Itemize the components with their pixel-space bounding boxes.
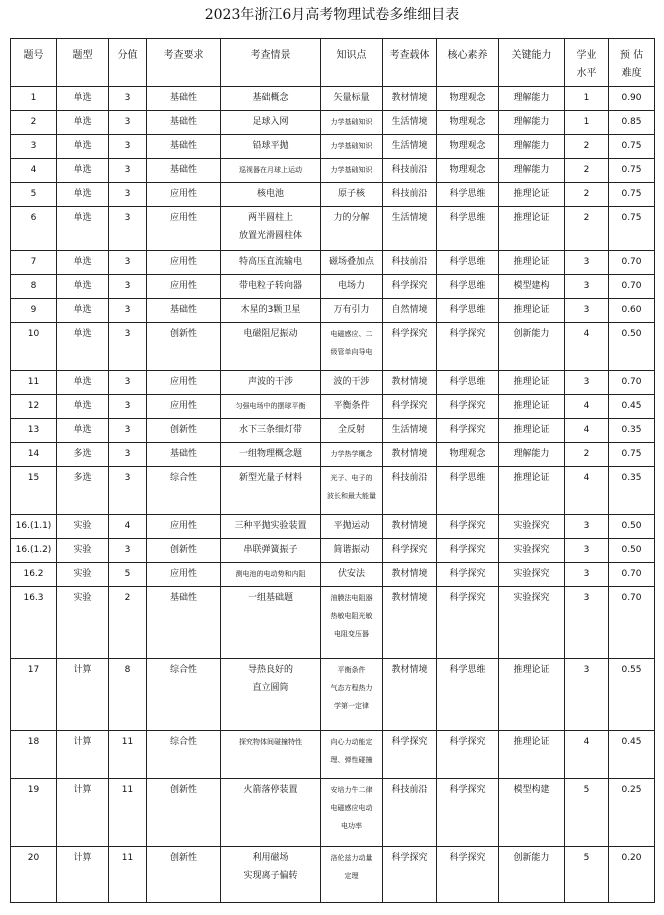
cell-key-ability: 理解能力 <box>499 159 565 183</box>
cell-estimated-difficulty: 0.85 <box>609 111 655 135</box>
cell-carrier: 科学探究 <box>383 731 437 779</box>
table-row <box>11 159 655 183</box>
table-row <box>11 135 655 159</box>
cell-scenario: 木星的3颗卫星 <box>221 299 321 323</box>
cell-academic-level: 4 <box>565 731 609 779</box>
cell-requirement: 综合性 <box>147 467 221 515</box>
cell-estimated-difficulty: 0.60 <box>609 299 655 323</box>
cell-academic-level: 4 <box>565 467 609 515</box>
cell-knowledge-point: 平衡条件 气态方程热力 学第一定律 <box>321 659 383 731</box>
cell-question-type: 单选 <box>57 251 109 275</box>
cell-carrier: 科学探究 <box>383 539 437 563</box>
cell-requirement: 创新性 <box>147 539 221 563</box>
cell-estimated-difficulty: 0.20 <box>609 847 655 903</box>
cell-estimated-difficulty: 0.70 <box>609 251 655 275</box>
cell-question-type: 计算 <box>57 847 109 903</box>
cell-estimated-difficulty: 0.45 <box>609 395 655 419</box>
table-row <box>11 371 655 395</box>
table-row <box>11 467 655 515</box>
cell-score: 3 <box>109 443 147 467</box>
cell-core-literacy: 物理观念 <box>437 159 499 183</box>
cell-estimated-difficulty: 0.35 <box>609 467 655 515</box>
cell-scenario: 三种平抛实验装置 <box>221 515 321 539</box>
cell-question-no: 12 <box>11 395 57 419</box>
cell-carrier: 生活情境 <box>383 419 437 443</box>
header-scenario: 考查情景 <box>221 39 321 87</box>
cell-academic-level: 2 <box>565 443 609 467</box>
cell-knowledge-point: 力的分解 <box>321 207 383 251</box>
cell-carrier: 科技前沿 <box>383 779 437 847</box>
cell-requirement: 基础性 <box>147 299 221 323</box>
cell-question-no: 10 <box>11 323 57 371</box>
cell-requirement: 创新性 <box>147 847 221 903</box>
cell-knowledge-point: 矢量标量 <box>321 87 383 111</box>
table-row <box>11 515 655 539</box>
cell-key-ability: 推理论证 <box>499 395 565 419</box>
table-row <box>11 659 655 731</box>
table-row <box>11 587 655 659</box>
cell-question-type: 多选 <box>57 467 109 515</box>
cell-question-type: 单选 <box>57 135 109 159</box>
cell-scenario: 基础概念 <box>221 87 321 111</box>
cell-key-ability: 推理论证 <box>499 659 565 731</box>
cell-core-literacy: 物理观念 <box>437 87 499 111</box>
cell-academic-level: 3 <box>565 587 609 659</box>
table-row <box>11 251 655 275</box>
table-row <box>11 207 655 251</box>
cell-score: 4 <box>109 515 147 539</box>
header-requirement: 考查要求 <box>147 39 221 87</box>
cell-question-no: 17 <box>11 659 57 731</box>
cell-requirement: 基础性 <box>147 135 221 159</box>
cell-question-type: 单选 <box>57 419 109 443</box>
cell-question-type: 实验 <box>57 587 109 659</box>
cell-scenario: 测电池的电动势和内阻 <box>221 563 321 587</box>
cell-estimated-difficulty: 0.75 <box>609 159 655 183</box>
cell-question-no: 8 <box>11 275 57 299</box>
cell-academic-level: 3 <box>565 539 609 563</box>
table-row <box>11 779 655 847</box>
cell-carrier: 科学探究 <box>383 323 437 371</box>
cell-score: 11 <box>109 779 147 847</box>
cell-core-literacy: 物理观念 <box>437 135 499 159</box>
cell-scenario: 电磁阻尼振动 <box>221 323 321 371</box>
cell-core-literacy: 科学思维 <box>437 659 499 731</box>
header-score: 分值 <box>109 39 147 87</box>
cell-knowledge-point: 原子核 <box>321 183 383 207</box>
cell-academic-level: 3 <box>565 515 609 539</box>
cell-key-ability: 推理论证 <box>499 251 565 275</box>
cell-carrier: 生活情境 <box>383 111 437 135</box>
cell-score: 3 <box>109 275 147 299</box>
cell-knowledge-point: 洛伦兹力动量 定理 <box>321 847 383 903</box>
cell-core-literacy: 科学思维 <box>437 183 499 207</box>
cell-knowledge-point: 平抛运动 <box>321 515 383 539</box>
cell-key-ability: 推理论证 <box>499 183 565 207</box>
cell-scenario: 导热良好的 直立圆筒 <box>221 659 321 731</box>
cell-carrier: 教材情境 <box>383 371 437 395</box>
cell-carrier: 教材情境 <box>383 659 437 731</box>
cell-estimated-difficulty: 0.50 <box>609 323 655 371</box>
cell-score: 3 <box>109 419 147 443</box>
cell-question-no: 18 <box>11 731 57 779</box>
cell-question-type: 单选 <box>57 183 109 207</box>
cell-knowledge-point: 向心力动能定 理、弹性碰撞 <box>321 731 383 779</box>
cell-scenario: 利用磁场 实现离子偏转 <box>221 847 321 903</box>
cell-estimated-difficulty: 0.75 <box>609 183 655 207</box>
cell-requirement: 基础性 <box>147 111 221 135</box>
cell-requirement: 应用性 <box>147 395 221 419</box>
cell-core-literacy: 科学探究 <box>437 563 499 587</box>
cell-question-no: 3 <box>11 135 57 159</box>
cell-requirement: 基础性 <box>147 443 221 467</box>
cell-key-ability: 推理论证 <box>499 467 565 515</box>
cell-knowledge-point: 光子、电子的 波长和最大能量 <box>321 467 383 515</box>
cell-question-type: 单选 <box>57 299 109 323</box>
cell-core-literacy: 物理观念 <box>437 443 499 467</box>
cell-score: 3 <box>109 159 147 183</box>
cell-question-type: 计算 <box>57 659 109 731</box>
cell-question-type: 单选 <box>57 87 109 111</box>
cell-key-ability: 理解能力 <box>499 111 565 135</box>
cell-knowledge-point: 安培力牛二律 电磁感应电动 电功率 <box>321 779 383 847</box>
cell-question-type: 单选 <box>57 111 109 135</box>
cell-carrier: 教材情境 <box>383 87 437 111</box>
cell-knowledge-point: 磁场叠加点 <box>321 251 383 275</box>
header-carrier: 考查载体 <box>383 39 437 87</box>
cell-scenario: 一组基础题 <box>221 587 321 659</box>
cell-key-ability: 理解能力 <box>499 443 565 467</box>
cell-carrier: 生活情境 <box>383 207 437 251</box>
cell-carrier: 科学探究 <box>383 847 437 903</box>
cell-question-type: 单选 <box>57 207 109 251</box>
cell-core-literacy: 科学探究 <box>437 419 499 443</box>
cell-question-type: 计算 <box>57 731 109 779</box>
cell-core-literacy: 科学探究 <box>437 587 499 659</box>
cell-knowledge-point: 电场力 <box>321 275 383 299</box>
cell-score: 11 <box>109 847 147 903</box>
cell-knowledge-point: 电磁感应、二 级管单向导电 <box>321 323 383 371</box>
cell-academic-level: 5 <box>565 779 609 847</box>
header-knowledge-point: 知识点 <box>321 39 383 87</box>
cell-question-no: 1 <box>11 87 57 111</box>
cell-key-ability: 推理论证 <box>499 419 565 443</box>
cell-score: 3 <box>109 183 147 207</box>
header-estimated-difficulty: 预 估 难度 <box>609 39 655 87</box>
cell-scenario: 水下三条细灯带 <box>221 419 321 443</box>
cell-academic-level: 2 <box>565 135 609 159</box>
table-row <box>11 183 655 207</box>
cell-estimated-difficulty: 0.70 <box>609 275 655 299</box>
cell-carrier: 科技前沿 <box>383 183 437 207</box>
cell-estimated-difficulty: 0.55 <box>609 659 655 731</box>
cell-scenario: 一组物理概念题 <box>221 443 321 467</box>
cell-question-no: 11 <box>11 371 57 395</box>
cell-key-ability: 推理论证 <box>499 299 565 323</box>
cell-question-no: 5 <box>11 183 57 207</box>
cell-score: 8 <box>109 659 147 731</box>
cell-core-literacy: 科学思维 <box>437 371 499 395</box>
table-row <box>11 299 655 323</box>
cell-requirement: 基础性 <box>147 87 221 111</box>
cell-question-no: 16.2 <box>11 563 57 587</box>
cell-question-no: 15 <box>11 467 57 515</box>
cell-knowledge-point: 波的干涉 <box>321 371 383 395</box>
cell-requirement: 应用性 <box>147 275 221 299</box>
cell-requirement: 创新性 <box>147 419 221 443</box>
cell-academic-level: 1 <box>565 111 609 135</box>
cell-estimated-difficulty: 0.45 <box>609 731 655 779</box>
header-key-ability: 关键能力 <box>499 39 565 87</box>
table-row <box>11 731 655 779</box>
cell-question-no: 2 <box>11 111 57 135</box>
table-row <box>11 275 655 299</box>
cell-estimated-difficulty: 0.50 <box>609 539 655 563</box>
header-core-literacy: 核心素养 <box>437 39 499 87</box>
cell-requirement: 综合性 <box>147 731 221 779</box>
cell-carrier: 自然情境 <box>383 299 437 323</box>
cell-scenario: 特高压直流输电 <box>221 251 321 275</box>
cell-question-no: 16.(1.2) <box>11 539 57 563</box>
cell-requirement: 应用性 <box>147 371 221 395</box>
cell-question-type: 单选 <box>57 323 109 371</box>
table-row <box>11 395 655 419</box>
cell-core-literacy: 科学思维 <box>437 207 499 251</box>
cell-academic-level: 3 <box>565 299 609 323</box>
cell-requirement: 基础性 <box>147 159 221 183</box>
cell-requirement: 基础性 <box>147 587 221 659</box>
cell-scenario: 足球入网 <box>221 111 321 135</box>
cell-knowledge-point: 平衡条件 <box>321 395 383 419</box>
cell-question-no: 4 <box>11 159 57 183</box>
cell-knowledge-point: 力学热学概念 <box>321 443 383 467</box>
cell-scenario: 铅球平抛 <box>221 135 321 159</box>
cell-academic-level: 4 <box>565 395 609 419</box>
cell-knowledge-point: 万有引力 <box>321 299 383 323</box>
cell-carrier: 教材情境 <box>383 587 437 659</box>
cell-scenario: 探究物体间碰撞特性 <box>221 731 321 779</box>
cell-estimated-difficulty: 0.25 <box>609 779 655 847</box>
cell-score: 3 <box>109 207 147 251</box>
cell-scenario: 核电池 <box>221 183 321 207</box>
cell-core-literacy: 科学探究 <box>437 779 499 847</box>
cell-question-type: 计算 <box>57 779 109 847</box>
document-title: 2023年浙江6月高考物理试卷多维细目表 <box>204 7 460 23</box>
cell-academic-level: 3 <box>565 251 609 275</box>
cell-key-ability: 模型构建 <box>499 779 565 847</box>
cell-key-ability: 理解能力 <box>499 87 565 111</box>
cell-knowledge-point: 简谐振动 <box>321 539 383 563</box>
cell-estimated-difficulty: 0.35 <box>609 419 655 443</box>
cell-score: 3 <box>109 135 147 159</box>
cell-scenario: 巡视器在月球上运动 <box>221 159 321 183</box>
cell-requirement: 应用性 <box>147 515 221 539</box>
table-row <box>11 539 655 563</box>
header-academic-level: 学业 水平 <box>565 39 609 87</box>
cell-scenario: 两半圆柱上 放置光滑圆柱体 <box>221 207 321 251</box>
cell-academic-level: 2 <box>565 159 609 183</box>
cell-carrier: 科学探究 <box>383 275 437 299</box>
cell-key-ability: 创新能力 <box>499 847 565 903</box>
cell-core-literacy: 科学探究 <box>437 847 499 903</box>
cell-question-type: 单选 <box>57 275 109 299</box>
cell-academic-level: 2 <box>565 207 609 251</box>
cell-academic-level: 3 <box>565 563 609 587</box>
cell-academic-level: 3 <box>565 371 609 395</box>
cell-core-literacy: 科学思维 <box>437 467 499 515</box>
cell-carrier: 教材情境 <box>383 515 437 539</box>
cell-question-type: 单选 <box>57 371 109 395</box>
cell-core-literacy: 科学探究 <box>437 539 499 563</box>
header-question-no: 题号 <box>11 39 57 87</box>
cell-scenario: 声波的干涉 <box>221 371 321 395</box>
cell-carrier: 科学探究 <box>383 395 437 419</box>
cell-estimated-difficulty: 0.70 <box>609 371 655 395</box>
cell-academic-level: 2 <box>565 183 609 207</box>
table-row <box>11 443 655 467</box>
cell-requirement: 应用性 <box>147 207 221 251</box>
cell-scenario: 匀强电场中的摆球平衡 <box>221 395 321 419</box>
cell-score: 3 <box>109 395 147 419</box>
cell-core-literacy: 科学思维 <box>437 299 499 323</box>
cell-knowledge-point: 油膜法电阻器 热敏电阻光敏 电阻变压器 <box>321 587 383 659</box>
cell-key-ability: 实验探究 <box>499 539 565 563</box>
cell-academic-level: 3 <box>565 275 609 299</box>
cell-score: 3 <box>109 371 147 395</box>
table-row <box>11 419 655 443</box>
cell-requirement: 应用性 <box>147 183 221 207</box>
cell-score: 5 <box>109 563 147 587</box>
cell-core-literacy: 科学探究 <box>437 515 499 539</box>
cell-requirement: 综合性 <box>147 659 221 731</box>
cell-question-no: 9 <box>11 299 57 323</box>
cell-question-type: 单选 <box>57 159 109 183</box>
cell-carrier: 教材情境 <box>383 563 437 587</box>
cell-key-ability: 推理论证 <box>499 207 565 251</box>
cell-question-no: 16.3 <box>11 587 57 659</box>
cell-estimated-difficulty: 0.75 <box>609 207 655 251</box>
cell-carrier: 教材情境 <box>383 443 437 467</box>
cell-scenario: 新型光量子材料 <box>221 467 321 515</box>
cell-question-type: 单选 <box>57 395 109 419</box>
cell-academic-level: 3 <box>565 659 609 731</box>
cell-scenario: 带电粒子转向器 <box>221 275 321 299</box>
cell-question-no: 7 <box>11 251 57 275</box>
cell-key-ability: 推理论证 <box>499 371 565 395</box>
cell-key-ability: 模型建构 <box>499 275 565 299</box>
cell-core-literacy: 科学思维 <box>437 251 499 275</box>
cell-estimated-difficulty: 0.75 <box>609 135 655 159</box>
cell-key-ability: 推理论证 <box>499 731 565 779</box>
cell-core-literacy: 科学探究 <box>437 731 499 779</box>
cell-knowledge-point: 力学基础知识 <box>321 135 383 159</box>
cell-requirement: 创新性 <box>147 779 221 847</box>
cell-key-ability: 理解能力 <box>499 135 565 159</box>
cell-requirement: 创新性 <box>147 323 221 371</box>
cell-score: 11 <box>109 731 147 779</box>
table-row <box>11 111 655 135</box>
cell-carrier: 科技前沿 <box>383 467 437 515</box>
cell-score: 3 <box>109 299 147 323</box>
cell-score: 3 <box>109 87 147 111</box>
cell-key-ability: 创新能力 <box>499 323 565 371</box>
cell-question-no: 20 <box>11 847 57 903</box>
cell-estimated-difficulty: 0.75 <box>609 443 655 467</box>
table-row <box>11 87 655 111</box>
cell-academic-level: 4 <box>565 419 609 443</box>
cell-academic-level: 1 <box>565 87 609 111</box>
cell-score: 3 <box>109 251 147 275</box>
cell-core-literacy: 科学探究 <box>437 323 499 371</box>
cell-carrier: 科技前沿 <box>383 251 437 275</box>
cell-core-literacy: 物理观念 <box>437 111 499 135</box>
cell-question-type: 实验 <box>57 563 109 587</box>
cell-knowledge-point: 全反射 <box>321 419 383 443</box>
detail-table <box>10 38 655 903</box>
table-row <box>11 323 655 371</box>
cell-knowledge-point: 力学基础知识 <box>321 111 383 135</box>
header-question-type: 题型 <box>57 39 109 87</box>
cell-academic-level: 5 <box>565 847 609 903</box>
cell-question-no: 19 <box>11 779 57 847</box>
cell-score: 3 <box>109 323 147 371</box>
cell-estimated-difficulty: 0.90 <box>609 87 655 111</box>
cell-question-type: 实验 <box>57 539 109 563</box>
cell-core-literacy: 科学探究 <box>437 395 499 419</box>
cell-question-no: 6 <box>11 207 57 251</box>
cell-academic-level: 4 <box>565 323 609 371</box>
cell-knowledge-point: 力学基础知识 <box>321 159 383 183</box>
cell-carrier: 生活情境 <box>383 135 437 159</box>
cell-key-ability: 实验探究 <box>499 563 565 587</box>
cell-core-literacy: 科学思维 <box>437 275 499 299</box>
cell-key-ability: 实验探究 <box>499 587 565 659</box>
cell-scenario: 串联弹簧振子 <box>221 539 321 563</box>
cell-score: 3 <box>109 467 147 515</box>
cell-estimated-difficulty: 0.50 <box>609 515 655 539</box>
cell-requirement: 应用性 <box>147 563 221 587</box>
cell-estimated-difficulty: 0.70 <box>609 563 655 587</box>
cell-knowledge-point: 伏安法 <box>321 563 383 587</box>
header-row <box>11 39 655 87</box>
cell-question-type: 实验 <box>57 515 109 539</box>
cell-question-no: 13 <box>11 419 57 443</box>
cell-score: 3 <box>109 539 147 563</box>
cell-key-ability: 实验探究 <box>499 515 565 539</box>
cell-estimated-difficulty: 0.70 <box>609 587 655 659</box>
cell-score: 2 <box>109 587 147 659</box>
cell-question-no: 14 <box>11 443 57 467</box>
table-row <box>11 847 655 903</box>
cell-score: 3 <box>109 111 147 135</box>
table-row <box>11 563 655 587</box>
cell-question-type: 多选 <box>57 443 109 467</box>
cell-question-no: 16.(1.1) <box>11 515 57 539</box>
cell-scenario: 火箭落停装置 <box>221 779 321 847</box>
cell-requirement: 应用性 <box>147 251 221 275</box>
cell-carrier: 科技前沿 <box>383 159 437 183</box>
